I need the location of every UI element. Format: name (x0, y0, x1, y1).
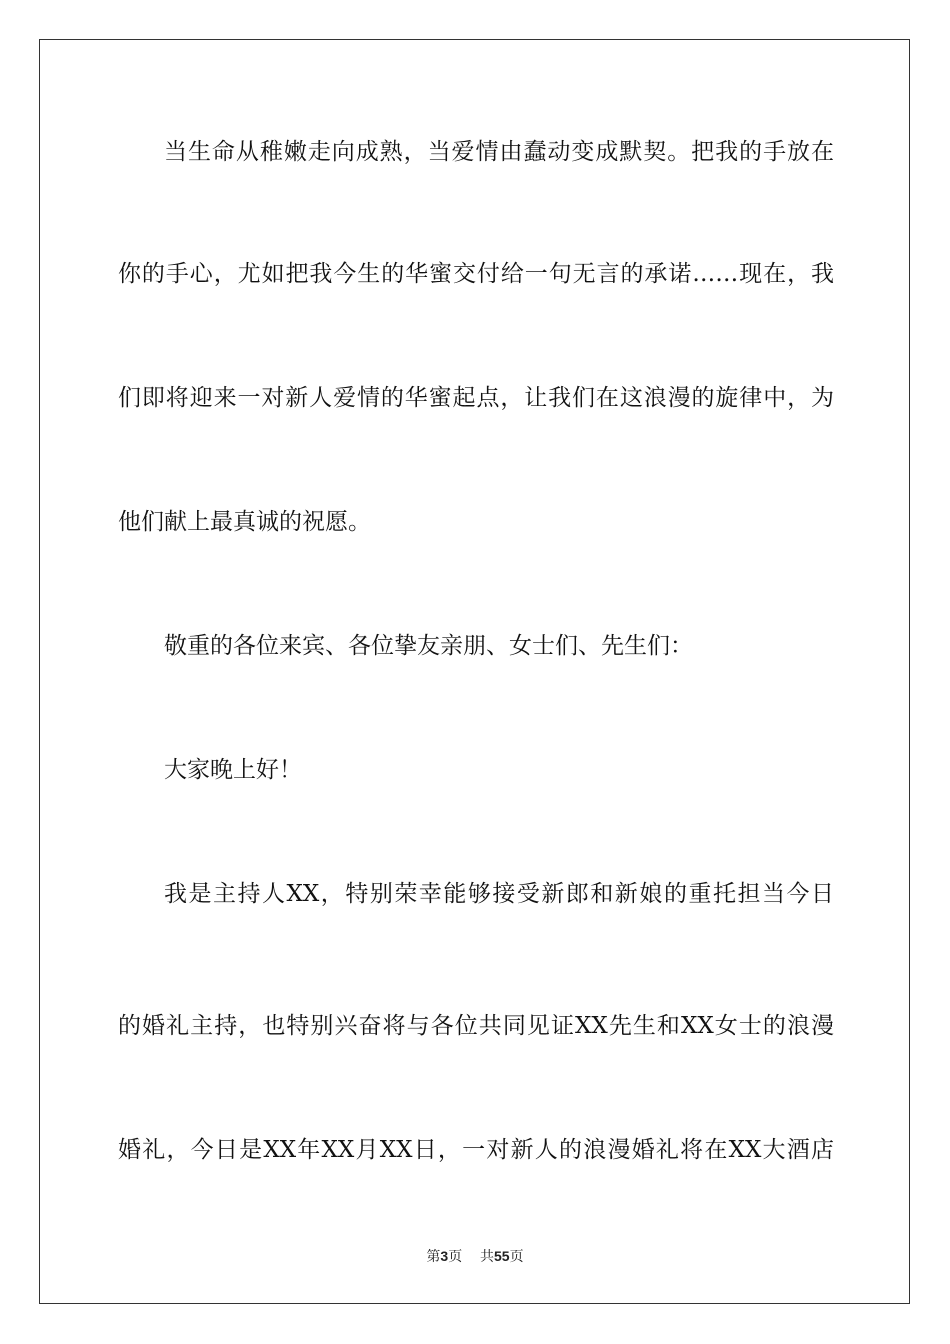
total-suffix: 页 (509, 1249, 524, 1265)
paragraph-line-7: 我是主持人XX，特别荣幸能够接受新郎和新娘的重托担当今日 (164, 881, 834, 907)
greeting-line: 敬重的各位来宾、各位挚友亲朋、女士们、先生们： (164, 633, 693, 659)
paragraph-line-8: 的婚礼主持，也特别兴奋将与各位共同见证XX先生和XX女士的浪漫 (118, 1013, 834, 1039)
total-pages: 55 (494, 1248, 510, 1264)
paragraph-line-9: 婚礼，今日是XX年XX月XX日，一对新人的浪漫婚礼将在XX大酒店 (118, 1137, 834, 1163)
page-border (39, 39, 910, 1304)
paragraph-line-3: 们即将迎来一对新人爱情的华蜜起点，让我们在这浪漫的旋律中，为 (118, 385, 834, 411)
paragraph-line-1: 当生命从稚嫩走向成熟，当爱情由蠢动变成默契。把我的手放在 (164, 139, 834, 165)
page-prefix: 第 (426, 1249, 441, 1265)
total-prefix: 共 (480, 1249, 495, 1265)
page-footer (0, 1246, 950, 1267)
paragraph-line-2: 你的手心，尤如把我今生的华蜜交付给一句无言的承诺……现在，我 (118, 261, 834, 287)
good-evening-line: 大家晚上好！ (164, 757, 302, 783)
paragraph-line-4: 他们献上最真诚的祝愿。 (118, 509, 371, 535)
page-number: 3 (440, 1248, 449, 1264)
page-suffix: 页 (448, 1249, 463, 1265)
